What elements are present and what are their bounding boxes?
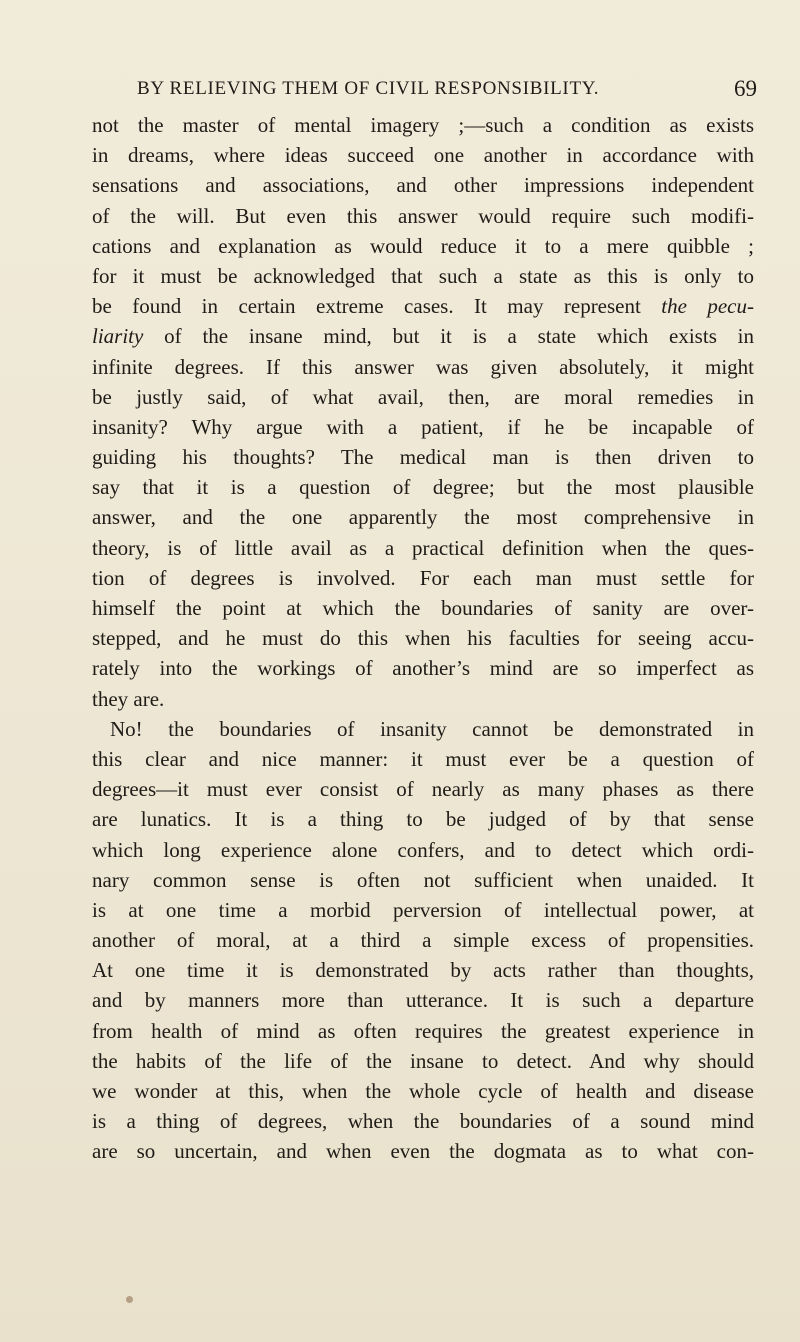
text-line: the habits of the life of the insane to detect. And why should [92, 1048, 754, 1073]
text-line: insanity? Why argue with a patient, if he be incapable of [92, 414, 754, 439]
text-line: himself the point at which the boundaries of sanity are over- [92, 596, 754, 620]
text-line-segment: be found in certain extreme cases. It may represent [92, 294, 641, 319]
text-line: are lunatics. It is a thing to be judged of by that sense [92, 807, 754, 832]
text-line: be justly said, of what avail, then, are moral remedies in [92, 384, 754, 409]
text-line: sensations and associations, and other impressions independent [92, 173, 754, 198]
text-line: At one time it is demonstrated by acts rather than thoughts, [92, 958, 754, 983]
text-line: not the master of mental imagery ;—such a condition as exists [92, 113, 754, 137]
text-line: guiding his thoughts? The medical man is then driven to [92, 445, 754, 470]
text-line [92, 291, 754, 321]
text-line: degrees—it must ever consist of nearly as many phases as there [92, 777, 754, 802]
text-line: infinite degrees. If this answer was given absolutely, it might [92, 354, 754, 379]
text-line: say that it is a question of degree; but the most plausible [92, 475, 754, 500]
text-line: theory, is of little avail as a practical definition when the ques- [92, 535, 754, 560]
text-line [92, 321, 754, 351]
text-line: rately into the workings of another’s mind are so imperfect as [92, 656, 754, 681]
body-text [92, 110, 754, 1167]
text-line: tion of degrees is involved. For each man must settle for [92, 565, 754, 590]
text-line: are so uncertain, and when even the dogmata as to what con- [92, 1139, 754, 1164]
text-line: another of moral, at a third a simple excess of propensities. [92, 928, 754, 953]
ink-spot [126, 1296, 133, 1303]
text-line: answer, and the one apparently the most comprehensive in [92, 505, 754, 530]
italic-phrase: liarity [92, 324, 144, 349]
text-line: we wonder at this, when the whole cycle of health and disease [92, 1079, 754, 1103]
text-line: in dreams, where ideas succeed one another in accordance with [92, 143, 754, 168]
text-line: for it must be acknowledged that such a state as this is only to [92, 263, 754, 288]
page-number: 69 [734, 76, 757, 101]
text-line: cations and explanation as would reduce it to a mere quibble ; [92, 233, 754, 258]
running-title: BY RELIEVING THEM OF CIVIL RESPONSIBILITY. [137, 78, 600, 99]
text-line: nary common sense is often not sufficient when unaided. It [92, 867, 754, 892]
text-line: and by manners more than utterance. It is such a departure [92, 988, 754, 1013]
text-line: from health of mind as often requires the greatest experience in [92, 1018, 754, 1043]
text-line: this clear and nice manner: it must ever be a question of [92, 746, 754, 771]
text-line-segment: of the insane mind, but it is a state which exists in [164, 324, 754, 349]
text-line: which long experience alone confers, and to detect which ordi- [92, 837, 754, 862]
running-head [137, 78, 757, 108]
text-line: is at one time a morbid perversion of intellectual power, at [92, 897, 754, 922]
text-line: No! the boundaries of insanity cannot be demonstrated in [110, 716, 754, 741]
italic-phrase: the pecu- [661, 294, 754, 319]
text-line: stepped, and he must do this when his faculties for seeing accu- [92, 626, 754, 651]
text-line: is a thing of degrees, when the boundaries of a sound mind [92, 1109, 754, 1134]
text-line: of the will. But even this answer would require such modifi- [92, 203, 754, 228]
text-line: they are. [92, 686, 165, 711]
